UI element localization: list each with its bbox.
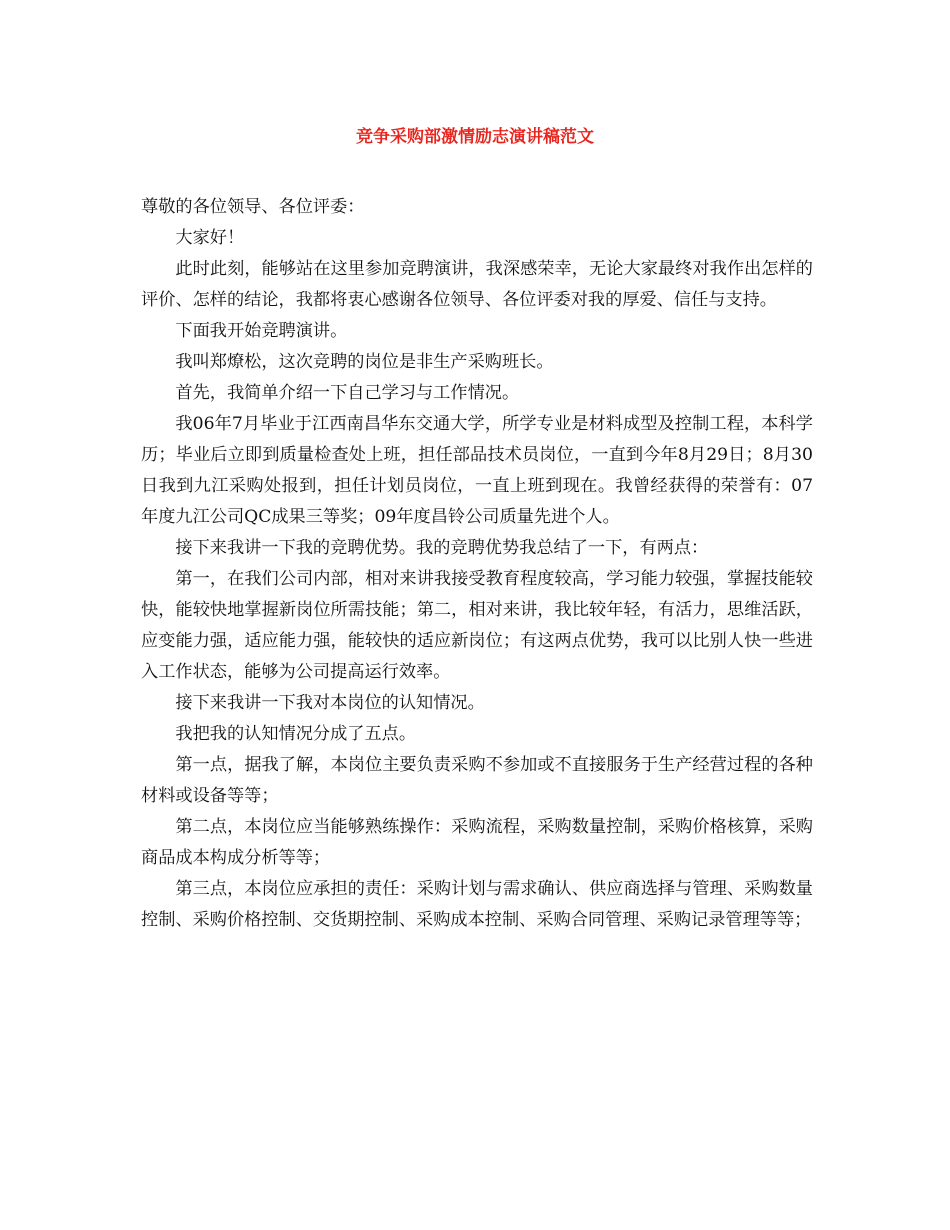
paragraph: 接下来我讲一下我对本岗位的认知情况。 xyxy=(175,693,485,713)
paragraph: 第三点，本岗位应承担的责任：采购计划与需求确认、供应商选择与管理、采购数量控制、采购价格控制、交货期控制、采购成本控制、采购合同管理、采购记录管理等等； xyxy=(141,879,813,930)
paragraph: 第一点，据我了解，本岗位主要负责采购不参加或不直接服务于生产经营过程的各种材料或设备等等； xyxy=(141,755,813,806)
paragraph: 下面我开始竞聘演讲。 xyxy=(175,321,348,341)
paragraph: 第二点，本岗位应当能够熟练操作：采购流程，采购数量控制，采购价格核算，采购商品成本构成分析等等； xyxy=(141,817,813,868)
document-body xyxy=(141,192,813,936)
paragraph-greeting: 大家好！ xyxy=(175,228,245,248)
paragraph: 接下来我讲一下我的竞聘优势。我的竞聘优势我总结了一下，有两点： xyxy=(175,538,709,558)
salutation: 尊敬的各位领导、各位评委： xyxy=(141,197,365,217)
paragraph: 我把我的认知情况分成了五点。 xyxy=(175,724,417,744)
paragraph: 我叫郑燎松，这次竞聘的岗位是非生产采购班长。 xyxy=(175,352,554,372)
document-title: 竞争采购部激情励志演讲稿范文 xyxy=(356,127,594,147)
paragraph: 此时此刻，能够站在这里参加竞聘演讲，我深感荣幸，无论大家最终对我作出怎样的评价、怎样的结论，我都将衷心感谢各位领导、各位评委对我的厚爱、信任与支持。 xyxy=(141,259,813,310)
paragraph: 我06年7月毕业于江西南昌华东交通大学，所学专业是材料成型及控制工程，本科学历；毕业后立即到质量检查处上班，担任部品技术员岗位，一直到今年8月29日；8月30日我到九江采购处报到，担任计划员岗位，一直上班到现在。我曾经获得的荣誉有：07年度九江公司QC成果三等奖；09年度昌铃公司质量先进个人。 xyxy=(141,414,813,527)
paragraph: 首先，我简单介绍一下自己学习与工作情况。 xyxy=(175,383,520,403)
paragraph: 第一，在我们公司内部，相对来讲我接受教育程度较高，学习能力较强，掌握技能较快，能较快地掌握新岗位所需技能；第二，相对来讲，我比较年轻，有活力，思维活跃，应变能力强，适应能力强，能较快的适应新岗位；有这两点优势，我可以比别人快一些进入工作状态，能够为公司提高运行效率。 xyxy=(141,569,813,682)
